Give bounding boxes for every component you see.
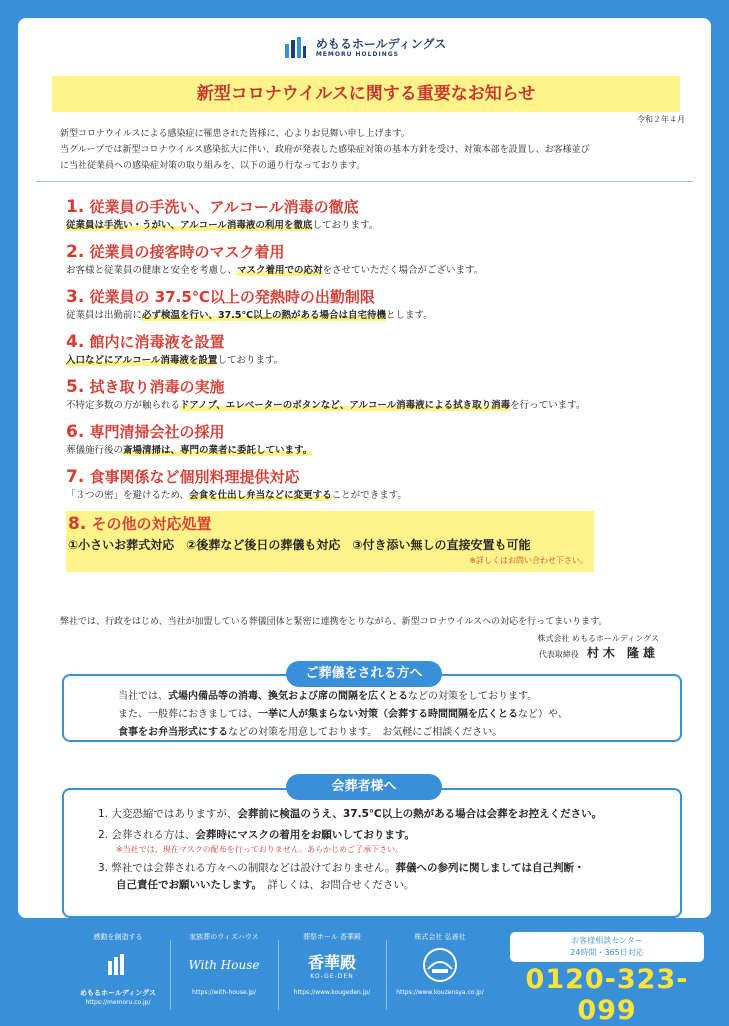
box-text: また、一般葬におきましては、 (118, 709, 258, 720)
call-center-box (510, 932, 704, 962)
footer-memoru[interactable] (68, 932, 168, 1008)
building-logo-icon (283, 36, 307, 60)
item-text: 不特定多数の方が触られる (66, 400, 181, 411)
page-title: 新型コロナウイルスに関する重要なお知らせ (52, 76, 680, 112)
footer-divider (278, 940, 279, 1010)
intro-text (60, 126, 680, 174)
kouzensya-logo-icon (422, 947, 458, 983)
footer-url[interactable]: https://www.kougeden.jp/ (293, 989, 371, 996)
item-highlight: 必ず検温を行い、37.5℃以上の熱がある場合は自宅待機 (142, 310, 386, 321)
signature (537, 632, 659, 662)
item-highlight: 斎場清掃は、専門の業者に委託しています。 (123, 445, 313, 456)
signature-company: 株式会社 めもるホールディングス (537, 634, 659, 643)
item-text: 従業員は出勤前に (66, 310, 143, 321)
box-text: 3. 弊社では会葬される方々への制限などは設けておりません。 (98, 862, 396, 874)
measure-item (66, 376, 676, 413)
signature-name: 村木 隆雄 (586, 646, 659, 660)
memoru-logo-icon (106, 953, 130, 977)
footer (0, 918, 729, 1024)
item-highlight: マスク着用での応対 (237, 265, 323, 276)
box-text: 詳しくは、お問合せください。 (256, 879, 415, 891)
measure-item (66, 241, 676, 278)
closing-text: 弊社では、行政をはじめ、当社が加盟している葬儀団体と緊密に連携をとりながら、新型コロナウイルスへの対応を行ってまいります。 (60, 617, 608, 627)
item-text: 葬儀施行後の (66, 445, 124, 456)
measure-item (66, 196, 676, 233)
phone-number[interactable]: 0120-323-099 (525, 964, 689, 1026)
item-note: ※詳しくはお問い合わせ下さい。 (469, 556, 588, 565)
footer-url[interactable]: https://memoru.co.jp/ (85, 999, 151, 1006)
footer-url[interactable]: https://www.kouzensya.co.jp/ (396, 989, 484, 996)
item-text: お客様と従業員の健康と安全を考慮し、 (66, 265, 238, 276)
box-emphasis: 一挙に人が集まらない対策（会葬する時間間隔を広くとる (258, 709, 518, 720)
signature-role: 代表取締役 (538, 650, 579, 659)
call-center-hours: 24時間・365日対応 (570, 948, 644, 957)
box-emphasis: 食事をお弁当形式にする (118, 727, 228, 738)
item-number: 6. (66, 422, 85, 442)
intro-line: に当社従業員への感染症対策の取り組みを、以下の通り行なっております。 (60, 161, 366, 171)
item-number: 7. (66, 467, 85, 487)
item-title: 従業員の手洗い、アルコール消毒の徹底 (89, 198, 359, 216)
item-number: 2. (66, 242, 85, 262)
footer-caption: 株式会社 弘善社 (414, 933, 466, 941)
box-text: 当社では、 (118, 691, 168, 702)
funeral-box-tag: ご葬儀をされる方へ (286, 661, 442, 687)
measure-item (66, 331, 676, 368)
company-name-jp: めもるホールディングス (315, 37, 447, 51)
box-text: などの対策を用意しております。 お気軽にご相談ください。 (228, 727, 503, 738)
measure-item-other (66, 511, 594, 572)
divider (36, 181, 693, 182)
company-name-en: MEMORU HOLDINGS (315, 51, 399, 58)
item-title: 拭き取り消毒の実施 (89, 378, 225, 396)
measure-item (66, 286, 676, 323)
footer-url[interactable]: https://with-house.jp/ (192, 989, 256, 996)
box-emphasis: 会葬時にマスクの着用をお願いしております。 (195, 829, 416, 841)
item-title: 従業員の接客時のマスク着用 (89, 243, 285, 261)
item-title: 専門清掃会社の採用 (89, 423, 225, 441)
item-title: 食事関係など個別料理提供対応 (89, 468, 300, 486)
box-text: 2. 会葬される方は、 (98, 829, 196, 841)
item-number: 3. (66, 287, 85, 307)
intro-line: 当グループでは新型コロナウイルス感染拡大に伴い、政府が発表した感染症対策の基本方針を受け、対策本部を設置し、お客様並び (60, 145, 590, 155)
attendee-box-tag: 会葬者様へ (286, 774, 442, 800)
footer-caption: 家族葬のウィズハウス (189, 933, 259, 941)
footer-caption: 葬祭ホール 香華殿 (302, 933, 362, 941)
item-text: しております。 (217, 355, 284, 366)
call-center-title: お客様相談センター (571, 936, 643, 945)
footer-brand: めもるホールディングス (79, 989, 157, 997)
item-highlight: 会食を仕出し弁当などに変更する (189, 490, 332, 501)
measure-item (66, 421, 676, 458)
footer-caption: 感動を創造する (93, 933, 143, 941)
box-emphasis: 葬儀への参列に関しましては自己判断・ (395, 862, 585, 874)
box-text: など）や、 (518, 709, 568, 720)
intro-line: 新型コロナウイルスによる感染症に罹患された皆様に、心よりお見舞い申し上げます。 (60, 129, 410, 139)
footer-kougeden[interactable] (282, 932, 382, 998)
item-number: 5. (66, 377, 85, 397)
item-number: 4. (66, 332, 85, 352)
box-note: ※当社では、現在マスクの配布を行っておりません。あらかじめご了承下さい。 (116, 845, 404, 854)
footer-divider (386, 940, 387, 1010)
item-number: 8. (68, 514, 87, 534)
notice-date: 令和２年４月 (637, 115, 685, 124)
withhouse-logo: With House (188, 958, 260, 972)
item-highlight: 入口などにアルコール消毒液を設置 (66, 355, 218, 366)
item-text: とします。 (385, 310, 433, 321)
item-text: 「３つの密」を避けるため、 (66, 490, 190, 501)
item-title: その他の対応処置 (91, 515, 212, 533)
item-text: しております。 (312, 220, 379, 231)
box-text: などの対策をしております。 (408, 691, 538, 702)
measure-item (66, 466, 676, 503)
box-emphasis: 式場内備品等の消毒、換気および席の間隔を広くとる (168, 691, 408, 702)
item-title: 従業員の 37.5℃以上の発熱時の出勤制限 (89, 288, 375, 306)
item-number: 1. (66, 197, 85, 217)
kougeden-logo: 香華殿 (307, 953, 356, 972)
company-logo (18, 36, 711, 60)
box-text: 1. 大変恐縮ではありますが、 (98, 808, 238, 820)
box-emphasis: 会葬前に検温のうえ、37.5℃以上の熱がある場合は会葬をお控えください。 (237, 808, 603, 820)
footer-divider (170, 940, 171, 1010)
item-highlight: 従業員は手洗い・うがい、アルコール消毒液の利用を徹底 (66, 220, 313, 231)
attendee-info-box (62, 788, 682, 918)
item-text: を行っています。 (510, 400, 586, 411)
item-options: ①小さいお葬式対応 ②後葬など後日の葬儀も対応 ③付き添い無しの直接安置も可能 (68, 538, 531, 552)
item-title: 館内に消毒液を設置 (89, 333, 225, 351)
measures-list (66, 196, 676, 580)
footer-withhouse[interactable] (174, 932, 274, 998)
footer-kouzensya[interactable] (390, 932, 490, 998)
kougeden-sub: KO-GE-DEN (310, 973, 354, 980)
notice-sheet (18, 18, 711, 918)
box-emphasis: 自己責任でお願いいたします。 (116, 879, 257, 891)
item-text: ことができます。 (331, 490, 407, 501)
item-highlight: ドアノブ、エレベーターのボタンなど、アルコール消毒液による拭き取り消毒 (180, 400, 511, 411)
item-text: をさせていただく場合がございます。 (322, 265, 484, 276)
